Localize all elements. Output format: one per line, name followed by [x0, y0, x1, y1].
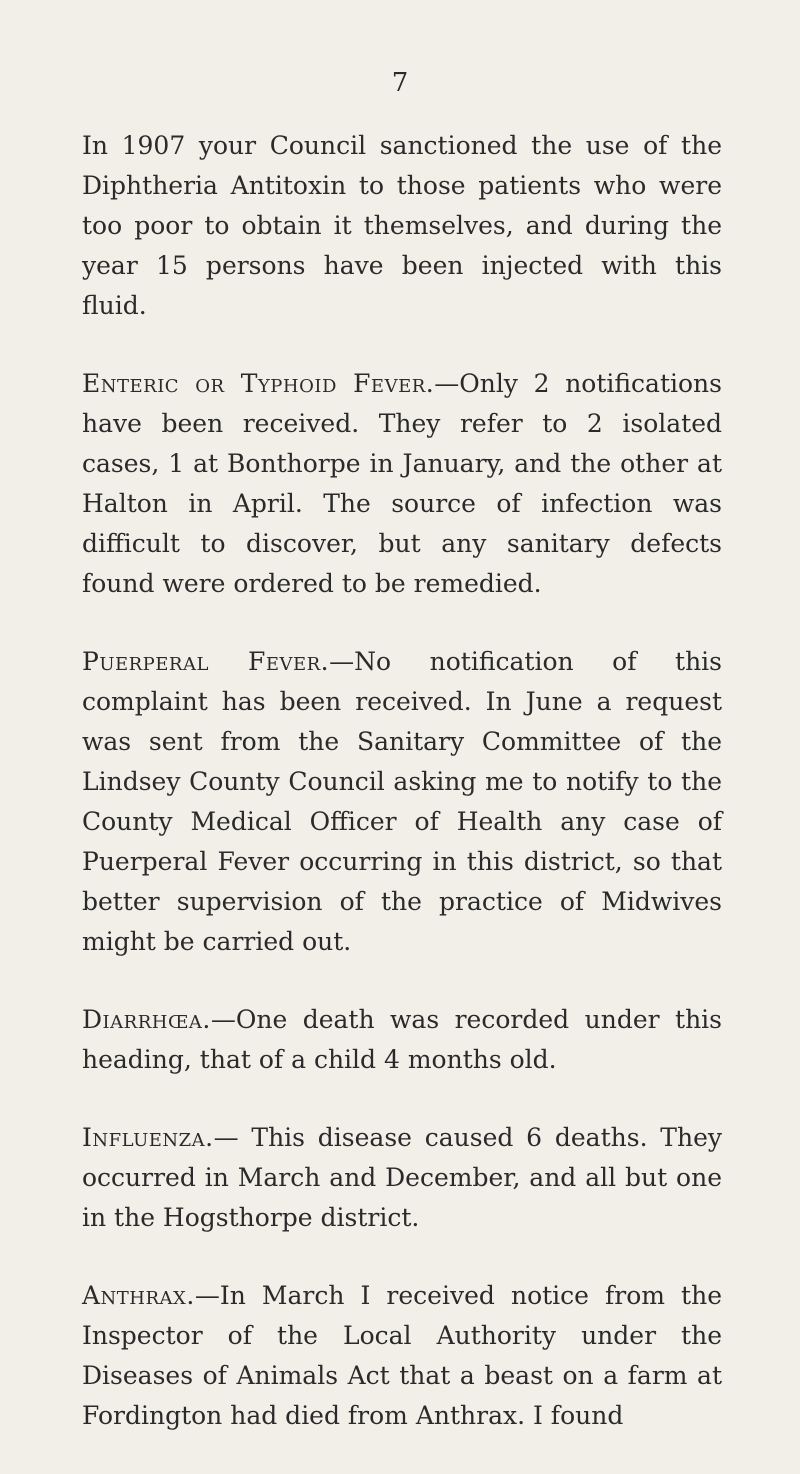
paragraph-heading: Anthrax.: [82, 1281, 195, 1310]
paragraph-text: —One death was recorded under this heading, that of a child 4 months old.: [82, 1005, 722, 1074]
paragraph-heading: Enteric or Typhoid Fever.: [82, 369, 435, 398]
paragraph-puerperal-fever: [82, 642, 722, 962]
paragraph-enteric-fever: [82, 364, 722, 604]
paragraph-diphtheria-antitoxin: [82, 126, 722, 326]
paragraph-anthrax: [82, 1276, 722, 1436]
paragraph-text: In 1907 your Council sanctioned the use of the Diphtheria Antitoxin to those patients who were too poor to obtain it themselves, and during the year 15 persons have been injected with this fluid.: [82, 131, 722, 320]
paragraph-influenza: [82, 1118, 722, 1238]
paragraph-heading: Diarrhœa.: [82, 1005, 211, 1034]
paragraph-text: —In March I received notice from the Inspector of the Local Authority under the Diseases of Animals Act that a beast on a farm at Fordington had died from Anthrax. I found: [82, 1281, 722, 1430]
paragraph-diarrhoea: [82, 1000, 722, 1080]
paragraph-text: —No notification of this complaint has been received. In June a request was sent from the Sanitary Committee of the Lindsey County Council asking me to notify to the County Medical Officer of Health any case of Puerperal Fever occurring in this district, so that better supervision of the practice of Midwives might be carried out.: [82, 647, 723, 956]
page-number: 7: [391, 68, 409, 98]
paragraph-text: — This disease caused 6 deaths. They occurred in March and December, and all but one in the Hogsthorpe district.: [82, 1123, 722, 1232]
body-text: [82, 126, 722, 1474]
paragraph-text: —Only 2 notifications have been received. They refer to 2 isolated cases, 1 at Bonthorpe in January, and the other at Halton in April. The source of infection was difficult to discover, but any sanitary defects found were ordered to be remedied.: [82, 369, 722, 598]
paragraph-heading: Influenza.: [82, 1123, 214, 1152]
paragraph-heading: Puerperal Fever.: [82, 647, 330, 676]
